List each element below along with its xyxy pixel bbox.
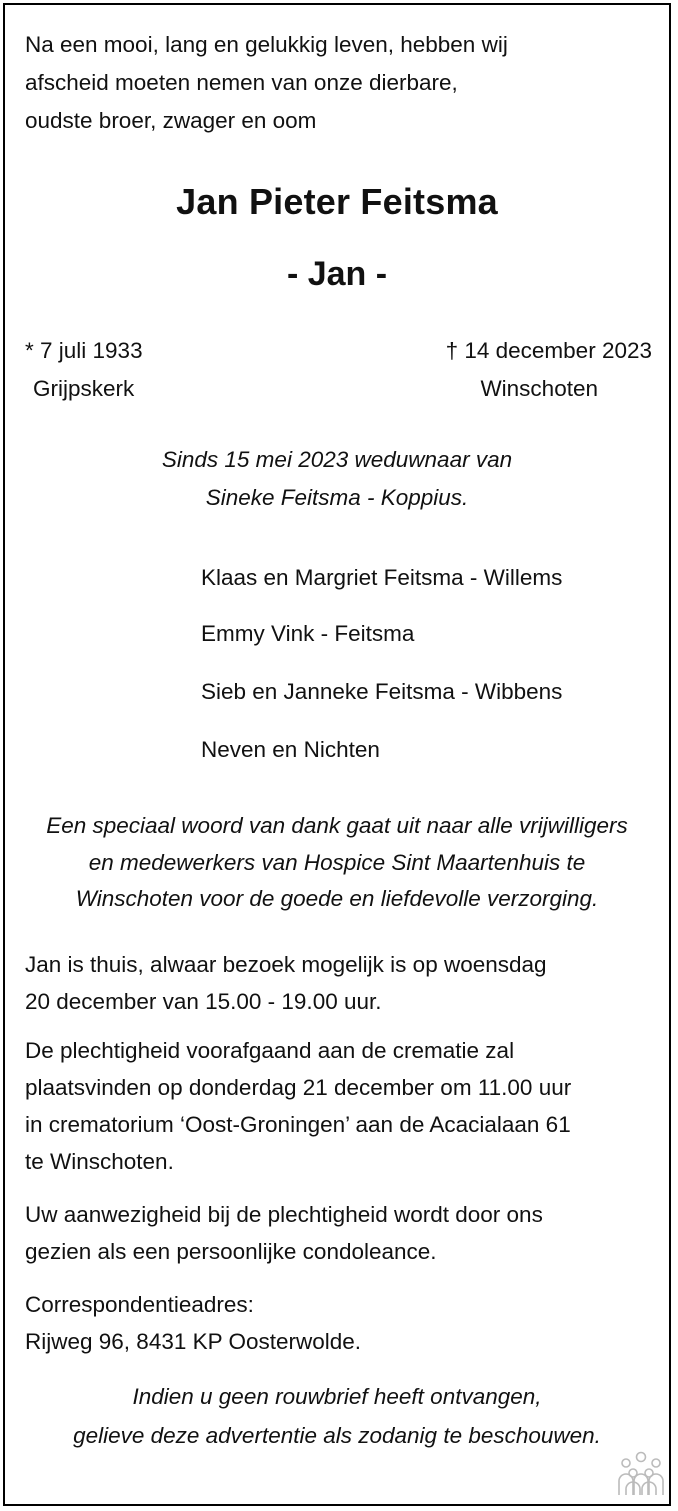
ceremony-line-2: plaatsvinden op donderdag 21 december om 11.00 uur [25, 1075, 572, 1100]
ceremony-line-1: De plechtigheid voorafgaand aan de crematie zal [25, 1038, 515, 1063]
thanks-line-3: Winschoten voor de goede en liefdevolle verzorging. [75, 886, 599, 911]
presence-line-2: gezien als een persoonlijke condoleance. [25, 1239, 437, 1264]
deceased-nickname: - Jan - [286, 255, 388, 293]
people-group-icon [616, 1451, 666, 1499]
visit-line-1: Jan is thuis, alwaar bezoek mogelijk is op woensdag [25, 952, 547, 977]
correspondence-label: Correspondentieadres: [25, 1292, 254, 1317]
family-member: Emmy Vink - Feitsma [201, 621, 415, 646]
intro-line-2: afscheid moeten nemen van onze dierbare, [25, 70, 458, 95]
family-member: Sieb en Janneke Feitsma - Wibbens [201, 679, 563, 704]
widower-line-1: Sinds 15 mei 2023 weduwnaar van [161, 447, 513, 472]
closing-line-2: gelieve deze advertentie als zodanig te beschouwen. [73, 1423, 601, 1448]
birth-place: Grijpskerk [33, 376, 135, 401]
thanks-line-1: Een speciaal woord van dank gaat uit naar alle vrijwilligers [46, 813, 628, 838]
ceremony-line-3: in crematorium ‘Oost-Groningen’ aan de Acacialaan 61 [25, 1112, 571, 1137]
deceased-name: Jan Pieter Feitsma [176, 181, 498, 222]
birth-date: * 7 juli 1933 [25, 338, 143, 363]
visit-line-2: 20 december van 15.00 - 19.00 uur. [25, 989, 382, 1014]
thanks-line-2: en medewerkers van Hospice Sint Maartenhuis te [88, 850, 586, 875]
correspondence-address: Rijweg 96, 8431 KP Oosterwolde. [25, 1329, 362, 1354]
intro-line-1: Na een mooi, lang en gelukkig leven, hebben wij [25, 32, 508, 57]
family-member: Neven en Nichten [201, 737, 380, 762]
death-date: † 14 december 2023 [445, 338, 652, 363]
presence-line-1: Uw aanwezigheid bij de plechtigheid wordt door ons [25, 1202, 543, 1227]
intro-line-3: oudste broer, zwager en oom [25, 108, 317, 133]
widower-line-2: Sineke Feitsma - Koppius. [205, 485, 469, 510]
closing-line-1: Indien u geen rouwbrief heeft ontvangen, [132, 1384, 542, 1409]
family-member: Klaas en Margriet Feitsma - Willems [201, 565, 563, 590]
ceremony-line-4: te Winschoten. [25, 1149, 174, 1174]
death-place: Winschoten [480, 376, 598, 401]
